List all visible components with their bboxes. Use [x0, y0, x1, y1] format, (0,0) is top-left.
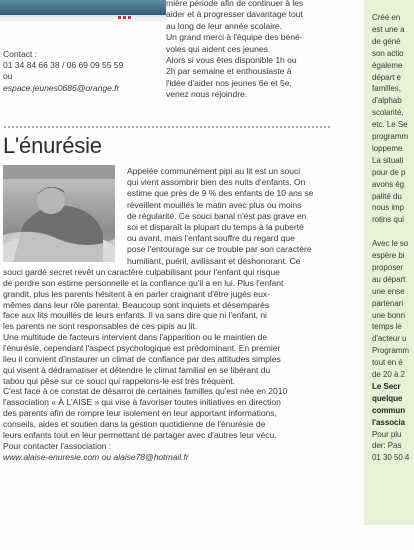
- association-links[interactable]: www.alaise-enuresie.com ou alaise78@hotmail.fr: [3, 452, 189, 462]
- text-line: 2h par semaine et enthousiaste à: [166, 66, 292, 77]
- text-line: mière période afin de continuer à les: [166, 0, 304, 8]
- text-line: de 20 à 2: [372, 370, 405, 379]
- text-line: face aux lits mouillés de leurs enfants. Il va sans dire que ni l'enfant, ni: [3, 310, 267, 321]
- text-line: Pour plu: [372, 429, 402, 439]
- text-line: avons ég: [372, 179, 405, 189]
- text-line: au long de leur année scolaire.: [166, 20, 282, 31]
- text-line: 01 30 50 4: [372, 453, 410, 463]
- text-line: grandit, plus les parents hésitent à en parler craignant d'être jugés eux-: [3, 288, 270, 299]
- section-divider: [3, 126, 330, 128]
- text-line: l'énurésie, cependant l'aspect psychologique est prédominant. En premier: [3, 342, 281, 353]
- article-title: L'énurésie: [3, 133, 102, 158]
- text-line: commun: [372, 405, 406, 415]
- text-line: qui visent à dédramatiser et détendre le climat familial en se libérant du: [3, 364, 271, 375]
- text-line: des parents afin de rompre leur isolement en leur apportant informations,: [3, 408, 277, 419]
- text-line: ou avant, mais l'enfant souffre du regard que: [127, 233, 295, 244]
- text-line: une bonn: [372, 310, 405, 320]
- text-line: estime que près de 9 % des enfants de 10 ans se: [127, 188, 314, 199]
- text-line: l'idée d'aider nos jeunes 6e et 5e,: [166, 77, 292, 88]
- text-line: au départ: [372, 274, 406, 284]
- text-line: est une a: [372, 24, 405, 34]
- text-line: voles qui aident ces jeunes.: [166, 43, 271, 54]
- text-line: loppeme: [372, 143, 403, 153]
- text-line: Appelée communément pipi au lit est un souci: [127, 166, 301, 176]
- text-line: les parents ne sont responsables de ces pipis au lit.: [3, 321, 198, 332]
- text-line: l'associa: [372, 417, 406, 427]
- contact-label: Contact :: [3, 49, 37, 59]
- text-line: La situati: [372, 155, 404, 165]
- text-line: humiliant, puéril, avilissant et déshonorant. Ce: [127, 255, 301, 266]
- text-line: Pour contacter l'association :: [3, 440, 112, 451]
- text-line: Programm: [372, 346, 409, 356]
- text-line: de géné: [372, 36, 401, 46]
- contact-phone: 01 34 84 66 38 / 06 69 09 55 59: [3, 60, 124, 70]
- contact-or: ou: [3, 71, 13, 81]
- contact-email-link[interactable]: espace.jeunes0686@orange.fr: [3, 83, 120, 93]
- text-line: Avec le so: [372, 239, 409, 249]
- text-line: Une multitude de facteurs intervient dans l'apparition ou le maintien de: [3, 332, 268, 343]
- text-line: scolarité,: [372, 108, 404, 118]
- text-line: soi et disparaît la plupart du temps à la puberté: [127, 222, 304, 232]
- text-line: proposer: [372, 262, 404, 272]
- text-line: mêmes dans leur rôle parental. Beaucoup sont inquiets et désemparés: [3, 299, 270, 310]
- text-line: nous imp: [372, 203, 405, 213]
- text-line: rotins qui: [372, 215, 404, 225]
- text-line: espère bi: [372, 251, 405, 260]
- text-line: tabou qui pèse sur ce souci qui rappelons-le est très fréquent.: [3, 375, 235, 386]
- text-line: programm: [372, 132, 409, 141]
- text-line: conseils, aides et soutien dans la gestion quotidienne de l'énurésie de: [3, 418, 266, 429]
- text-line: C'est face à ce constat de désarroi de certaines familles qu'est née en 2010: [3, 386, 288, 397]
- text-line: de régularité. Ce souci banal n'est pas grave en: [127, 210, 307, 221]
- child-photo: [3, 165, 115, 262]
- top-photo-strip: [0, 0, 166, 22]
- text-line: Créé en: [372, 13, 401, 22]
- text-line: d'acteur u: [372, 334, 407, 344]
- text-line: palité du: [372, 191, 402, 201]
- text-line: une ense: [372, 286, 405, 296]
- text-line: Un grand merci à l'équipe des béné-: [166, 32, 303, 43]
- text-line: égaleme: [372, 60, 403, 70]
- text-line: d'alphab: [372, 96, 402, 106]
- text-line: pour de p: [372, 167, 406, 177]
- text-line: souci gardé secret revêt un caractère culpabilisant pour l'enfant qui risque: [3, 267, 280, 277]
- text-line: etc. Le Se: [372, 120, 408, 130]
- side-column-panel: [364, 0, 414, 525]
- text-line: qui vient assombrir bien des nuits d'enfants. On: [127, 177, 306, 188]
- text-line: réveillent mouillés le matin avec plus ou moins: [127, 199, 302, 210]
- text-line: lieu il convient d'instaurer un climat de confiance par des attitudes simples: [3, 353, 281, 364]
- text-line: son actio: [372, 48, 404, 58]
- text-line: venez nous rejoindre.: [166, 89, 248, 100]
- text-line: partenari: [372, 298, 404, 308]
- text-line: départ e: [372, 72, 401, 82]
- text-line: Le Secr: [372, 381, 401, 391]
- text-line: l'association « À L'AISE » qui vise à favoriser toutes initiatives en direction: [3, 397, 281, 408]
- text-line: tout en é: [372, 358, 403, 368]
- text-line: aider et à progresser davantage tout: [166, 9, 303, 20]
- text-line: temps le: [372, 322, 402, 332]
- text-line: familles,: [372, 84, 401, 94]
- text-line: pose l'entourage sur ce trouble par son caractère: [127, 244, 312, 255]
- text-line: Alors si vous êtes disponible 1h ou: [166, 55, 297, 65]
- text-line: de perdre son estime personnelle et la confiance qu'il a en lui. Plus l'enfant: [3, 277, 284, 288]
- text-line: leurs enfants tout en leur permettant de partager avec d'autres leur vécu.: [3, 429, 277, 440]
- text-line: quelque: [372, 393, 403, 403]
- text-line: der: Pas: [372, 441, 402, 451]
